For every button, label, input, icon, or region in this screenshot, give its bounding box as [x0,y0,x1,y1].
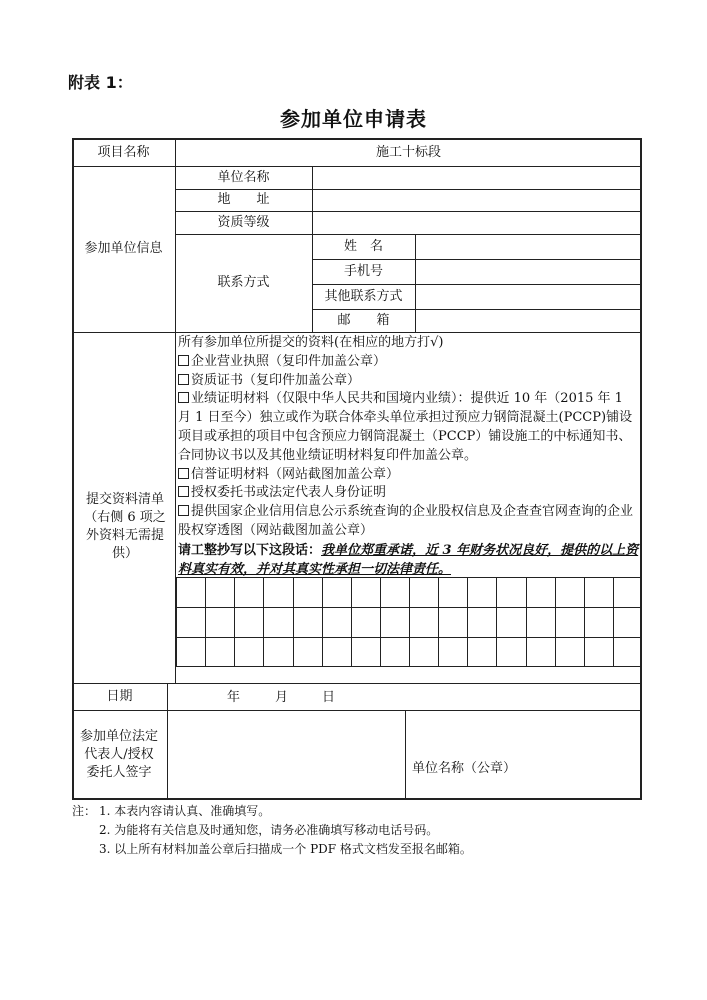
note-3: 3. 以上所有材料加盖公章后扫描成一个 PDF 格式文档发至报名邮箱。 [99,842,472,856]
item-business-license[interactable]: 企业营业执照（复印件加盖公章） [178,353,640,372]
note-1: 1. 本表内容请认真、准确填写。 [99,804,271,818]
checkbox-icon[interactable] [178,505,189,516]
date-year: 年 [227,690,241,705]
qualification-field[interactable] [313,212,641,233]
handwriting-grid[interactable] [176,577,642,667]
copy-instruction-block [178,541,640,579]
signature-label: 参加单位法定代表人/授权委托人签字 [80,729,159,780]
submission-intro: 所有参加单位所提交的资料(在相应的地方打√) [178,335,444,350]
contact-phone-label: 手机号 [343,263,383,279]
contact-name-label: 姓 名 [343,238,383,254]
contact-phone-field[interactable] [416,260,641,283]
contact-email-label: 邮 箱 [337,312,390,328]
checkbox-icon[interactable] [178,468,189,479]
annex-label: 附表 1： [68,73,133,92]
checkbox-icon[interactable] [178,486,189,497]
qualification-label: 资质等级 [217,214,270,230]
contact-other-label: 其他联系方式 [324,288,403,304]
submission-items [178,334,640,541]
checkbox-icon[interactable] [178,374,189,385]
item-credit-proof[interactable]: 信誉证明材料（网站截图加盖公章） [178,466,640,485]
note-2: 2. 为能将有关信息及时通知您，请务必准确填写移动电话号码。 [99,823,439,837]
item-qualification-cert[interactable]: 资质证书（复印件加盖公章） [178,372,640,391]
copy-instruction: 请工整抄写以下这段话： [178,543,322,558]
address-field[interactable] [313,190,641,210]
contact-label: 联系方式 [217,275,270,290]
contact-email-field[interactable] [416,310,641,331]
form-title: 参加单位申请表 [280,107,427,131]
date-day: 日 [322,690,336,705]
date-month: 月 [275,690,289,705]
notes-prefix: 注： [72,804,97,818]
item-authorization[interactable]: 授权委托书或法定代表人身份证明 [178,484,640,503]
participant-info-label: 参加单位信息 [84,241,163,256]
date-label: 日期 [106,688,133,704]
signature-field[interactable] [168,711,404,799]
project-name-value: 施工十标段 [375,145,441,160]
unit-seal-label: 单位名称（公章） [412,761,517,776]
project-name-label: 项目名称 [97,145,150,160]
pledge-text: 我单位郑重承诺，近 3 年财务状况良好，提供的以上资料真实有效，并对其真实性承担一切法律责任。 [178,543,639,577]
checkbox-icon[interactable] [178,392,189,403]
address-label: 地 址 [217,192,270,207]
unit-name-label: 单位名称 [217,169,270,185]
checkbox-icon[interactable] [178,355,189,366]
submission-list-label: 提交资料清单（右侧 6 项之外资料无需提供） [84,491,166,561]
contact-other-field[interactable] [416,285,641,308]
contact-name-field[interactable] [416,235,641,258]
item-equity-info[interactable]: 提供国家企业信用信息公示系统查询的企业股权信息及企查查官网查询的企业股权穿透图（网站截图加盖公章） [178,504,634,538]
item-performance-proof[interactable]: 业绩证明材料（仅限中华人民共和国境内业绩）：提供近 10 年（2015 年 1 月 1 日至今）独立或作为联合体牵头单位承担过预应力钢筒混凝土(PCCP)铺设项目或承担的项目中包含预应力钢筒混凝土（PCCP）铺设施工的中标通知书、合同协议书以及其他业绩证明材料复印件加盖公章。 [178,391,633,463]
unit-name-field[interactable] [313,167,641,188]
